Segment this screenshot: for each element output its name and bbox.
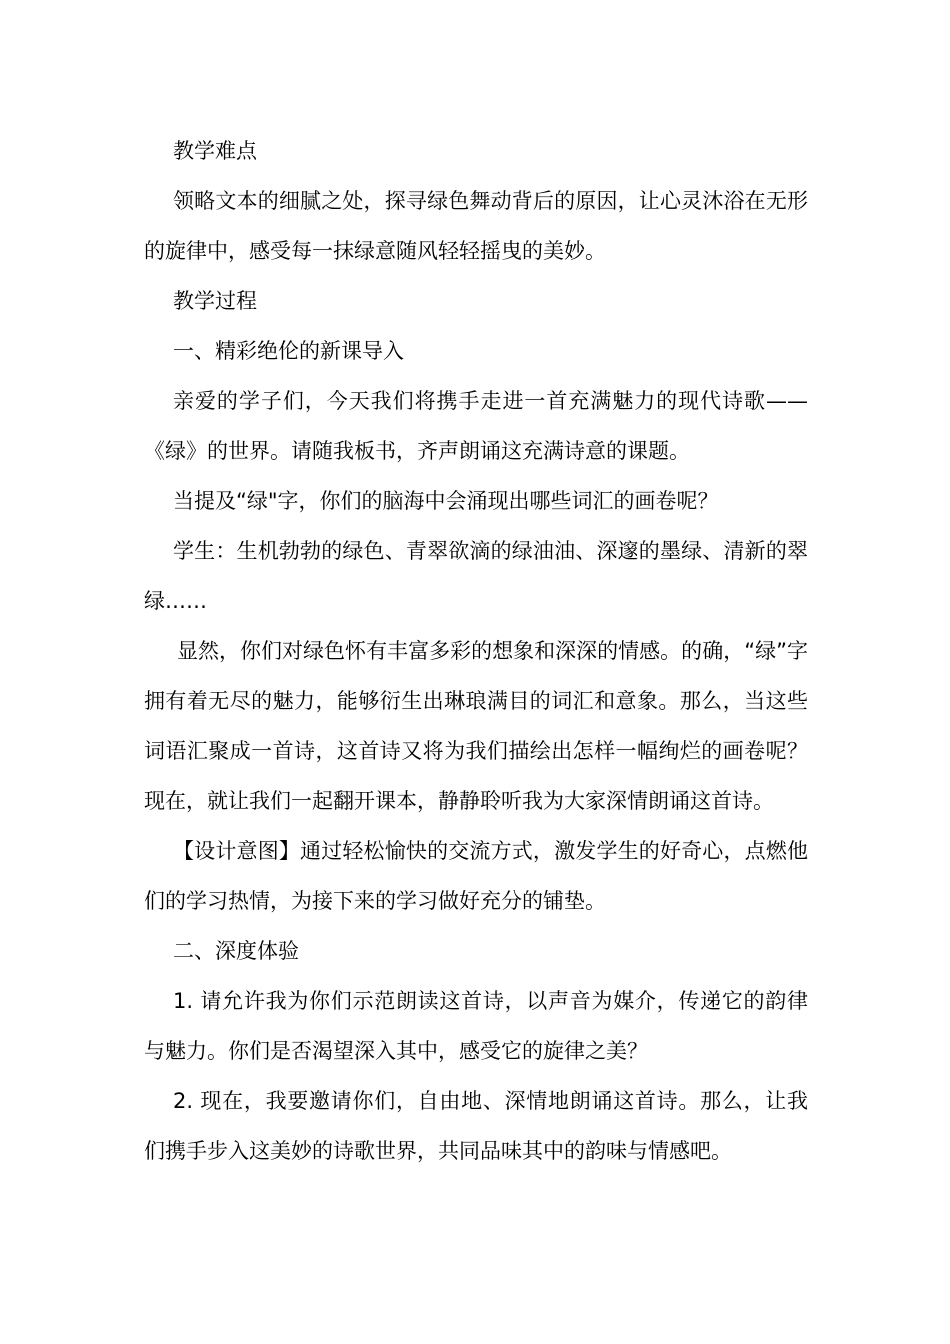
paragraph-step-one: 1. 请允许我为你们示范朗读这首诗，以声音为媒介，传递它的韵律与魅力。你们是否渴望深入其中，感受它的旋律之美？	[144, 989, 808, 1063]
paragraph-question: 当提及“绿"字，你们的脑海中会涌现出哪些词汇的画卷呢？	[173, 489, 719, 513]
paragraph-difficulty-text: 领略文本的细腻之处，探寻绿色舞动背后的原因，让心灵沐浴在无形的旋律中，感受每一抹绿意随风轻轻摇曳的美妙。	[144, 189, 808, 263]
paragraph-intro: 亲爱的学子们，今天我们将携手走进一首充满魅力的现代诗歌——《绿》的世界。请随我板书，齐声朗诵这充满诗意的课题。	[144, 389, 808, 463]
heading-teaching-difficulty: 教学难点	[173, 139, 257, 163]
paragraph-student-answer: 学生：生机勃勃的绿色、青翠欲滴的绿油油、深邃的墨绿、清新的翠绿……	[144, 539, 808, 613]
heading-section-two: 二、深度体验	[173, 939, 299, 963]
paragraph-teacher-response: 显然，你们对绿色怀有丰富多彩的想象和深深的情感。的确，“绿”字拥有着无尽的魅力，能够衍生出琳琅满目的词汇和意象。那么，当这些词语汇聚成一首诗，这首诗又将为我们描绘出怎样一幅绚烂的画卷呢？现在，就让我们一起翻开课本，静静聆听我为大家深情朗诵这首诗。	[144, 639, 808, 813]
heading-teaching-process: 教学过程	[173, 289, 257, 313]
paragraph-design-intent: 【设计意图】通过轻松愉快的交流方式，激发学生的好奇心，点燃他们的学习热情，为接下来的学习做好充分的铺垫。	[144, 839, 808, 913]
heading-section-one: 一、精彩绝伦的新课导入	[173, 339, 404, 363]
document-body	[144, 126, 808, 1176]
paragraph-step-two: 2. 现在，我要邀请你们，自由地、深情地朗诵这首诗。那么，让我们携手步入这美妙的诗歌世界，共同品味其中的韵味与情感吧。	[144, 1089, 808, 1163]
